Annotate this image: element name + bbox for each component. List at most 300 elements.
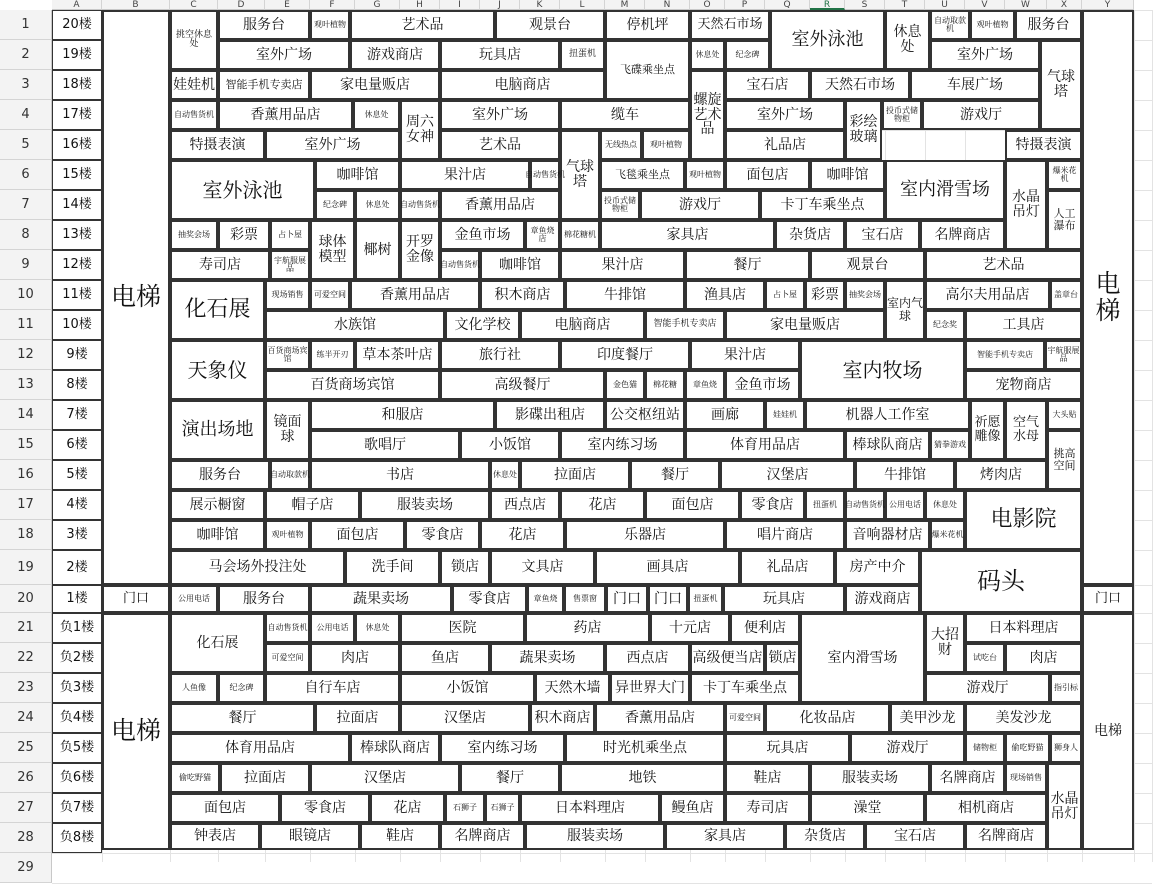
floor-label[interactable]: 11楼: [52, 280, 102, 310]
map-cell[interactable]: [218, 673, 265, 703]
map-cell[interactable]: [605, 400, 685, 430]
map-cell[interactable]: [925, 490, 965, 520]
map-cell[interactable]: [845, 430, 930, 460]
map-cell[interactable]: [170, 490, 265, 520]
map-cell[interactable]: [1045, 340, 1082, 370]
row-header-23[interactable]: 23: [0, 673, 52, 703]
map-cell[interactable]: [920, 220, 1005, 250]
map-cell[interactable]: [885, 280, 925, 340]
map-cell[interactable]: [170, 70, 218, 100]
map-cell[interactable]: [460, 430, 560, 460]
floor-label[interactable]: 负4楼: [52, 703, 102, 733]
map-cell[interactable]: [1015, 10, 1082, 40]
floor-label[interactable]: 3楼: [52, 520, 102, 550]
map-cell[interactable]: [495, 10, 605, 40]
map-cell[interactable]: [595, 703, 725, 733]
map-cell[interactable]: [965, 823, 1047, 850]
map-cell[interactable]: [810, 160, 885, 190]
column-header-O[interactable]: O: [690, 0, 725, 10]
floor-label[interactable]: 负7楼: [52, 793, 102, 823]
map-cell[interactable]: [265, 400, 310, 460]
map-cell[interactable]: [910, 70, 1040, 100]
map-cell[interactable]: [170, 763, 220, 793]
map-cell[interactable]: [310, 585, 452, 613]
row-header-13[interactable]: 13: [0, 370, 52, 400]
row-header-4[interactable]: 4: [0, 100, 52, 130]
map-cell[interactable]: [565, 280, 685, 310]
column-header-R[interactable]: R: [810, 0, 845, 10]
map-cell[interactable]: [725, 793, 810, 823]
row-header-20[interactable]: 20: [0, 585, 52, 613]
map-cell[interactable]: [350, 733, 440, 763]
map-cell[interactable]: [265, 310, 445, 340]
map-cell[interactable]: [400, 643, 490, 673]
row-header-19[interactable]: 19: [0, 550, 52, 585]
map-cell[interactable]: [685, 400, 765, 430]
map-cell[interactable]: [805, 490, 845, 520]
map-cell[interactable]: [810, 70, 910, 100]
floor-label[interactable]: 14楼: [52, 190, 102, 220]
map-cell[interactable]: [925, 793, 1047, 823]
column-header-T[interactable]: T: [885, 0, 925, 10]
map-cell[interactable]: [480, 250, 560, 280]
map-cell[interactable]: [280, 793, 370, 823]
map-cell[interactable]: [440, 220, 525, 250]
map-cell[interactable]: [805, 400, 970, 430]
map-cell[interactable]: [440, 70, 605, 100]
map-cell[interactable]: [930, 40, 1040, 70]
map-cell[interactable]: [440, 40, 560, 70]
row-header-5[interactable]: 5: [0, 130, 52, 160]
column-header-I[interactable]: I: [440, 0, 480, 10]
map-cell[interactable]: [350, 40, 440, 70]
map-cell[interactable]: [725, 370, 800, 400]
map-cell[interactable]: [560, 340, 690, 370]
row-header-21[interactable]: 21: [0, 613, 52, 643]
map-cell[interactable]: [606, 585, 648, 613]
floor-label[interactable]: 13楼: [52, 220, 102, 250]
column-header-J[interactable]: J: [480, 0, 520, 10]
map-cell[interactable]: [640, 190, 760, 220]
map-cell[interactable]: [765, 703, 890, 733]
column-header-W[interactable]: W: [1005, 0, 1047, 10]
row-header-29[interactable]: 29: [0, 853, 52, 883]
map-cell[interactable]: [723, 585, 845, 613]
map-cell[interactable]: [310, 460, 490, 490]
map-cell[interactable]: [355, 613, 400, 643]
map-cell[interactable]: [170, 340, 265, 400]
map-cell[interactable]: [310, 613, 355, 643]
map-cell[interactable]: [170, 130, 265, 160]
map-cell[interactable]: [605, 643, 690, 673]
map-cell[interactable]: [560, 490, 645, 520]
floor-label[interactable]: 负6楼: [52, 763, 102, 793]
map-cell[interactable]: [925, 673, 1050, 703]
map-cell[interactable]: [530, 703, 595, 733]
row-header-1[interactable]: 1: [0, 10, 52, 40]
row-header-22[interactable]: 22: [0, 643, 52, 673]
floor-label[interactable]: 8楼: [52, 370, 102, 400]
map-cell[interactable]: [690, 673, 800, 703]
floor-label[interactable]: 20楼: [52, 10, 102, 40]
map-cell[interactable]: [810, 793, 925, 823]
map-cell[interactable]: [218, 10, 310, 40]
map-cell[interactable]: [855, 460, 955, 490]
map-cell[interactable]: [170, 250, 270, 280]
map-cell[interactable]: [785, 823, 865, 850]
map-cell[interactable]: [648, 585, 688, 613]
row-header-26[interactable]: 26: [0, 763, 52, 793]
column-header-S[interactable]: S: [845, 0, 885, 10]
map-cell[interactable]: [805, 280, 845, 310]
map-cell[interactable]: [560, 40, 605, 70]
map-cell[interactable]: [885, 160, 1005, 220]
map-cell[interactable]: [400, 613, 525, 643]
floor-label[interactable]: 15楼: [52, 160, 102, 190]
column-header-N[interactable]: N: [645, 0, 690, 10]
map-cell[interactable]: [170, 100, 218, 130]
column-header-Q[interactable]: Q: [765, 0, 810, 10]
column-header-E[interactable]: E: [265, 0, 310, 10]
row-header-8[interactable]: 8: [0, 220, 52, 250]
row-header-25[interactable]: 25: [0, 733, 52, 763]
row-header-16[interactable]: 16: [0, 460, 52, 490]
floor-label[interactable]: 19楼: [52, 40, 102, 70]
map-cell[interactable]: [650, 613, 730, 643]
row-header-12[interactable]: 12: [0, 340, 52, 370]
map-cell[interactable]: [480, 280, 565, 310]
map-cell[interactable]: [560, 250, 685, 280]
map-cell[interactable]: [1082, 585, 1134, 613]
map-cell[interactable]: [835, 550, 920, 585]
floor-label[interactable]: 16楼: [52, 130, 102, 160]
map-cell[interactable]: [400, 100, 440, 160]
map-cell[interactable]: [970, 400, 1005, 460]
map-cell[interactable]: [170, 220, 218, 250]
map-cell[interactable]: [930, 520, 965, 550]
map-cell[interactable]: [605, 10, 690, 40]
map-cell[interactable]: [440, 340, 560, 370]
map-cell[interactable]: [440, 250, 480, 280]
map-cell[interactable]: [965, 370, 1082, 400]
map-cell[interactable]: [925, 250, 1082, 280]
map-cell[interactable]: [310, 70, 440, 100]
map-cell[interactable]: [845, 490, 885, 520]
map-cell[interactable]: [965, 613, 1082, 643]
map-cell[interactable]: [350, 10, 495, 40]
row-header-28[interactable]: 28: [0, 823, 52, 853]
row-header-10[interactable]: 10: [0, 280, 52, 310]
map-cell[interactable]: [800, 613, 925, 703]
row-header-17[interactable]: 17: [0, 490, 52, 520]
map-cell[interactable]: [218, 70, 310, 100]
map-cell[interactable]: [645, 310, 725, 340]
floor-label[interactable]: 12楼: [52, 250, 102, 280]
map-cell[interactable]: [1005, 763, 1047, 793]
map-cell[interactable]: [170, 400, 265, 460]
map-cell[interactable]: [265, 280, 310, 310]
map-cell[interactable]: [560, 763, 725, 793]
map-cell[interactable]: [270, 460, 310, 490]
map-cell[interactable]: [460, 763, 560, 793]
map-cell[interactable]: [170, 733, 350, 763]
map-cell[interactable]: [440, 550, 490, 585]
column-header-B[interactable]: B: [102, 0, 170, 10]
column-header-K[interactable]: K: [520, 0, 560, 10]
column-header-C[interactable]: C: [170, 0, 218, 10]
map-cell[interactable]: [610, 673, 690, 703]
map-cell[interactable]: [685, 370, 725, 400]
map-cell[interactable]: [685, 430, 845, 460]
map-cell[interactable]: [452, 585, 527, 613]
map-cell[interactable]: [605, 370, 645, 400]
map-cell[interactable]: [440, 370, 605, 400]
row-header-14[interactable]: 14: [0, 400, 52, 430]
map-cell[interactable]: [810, 763, 930, 793]
map-cell[interactable]: [930, 10, 970, 40]
map-cell[interactable]: [360, 490, 490, 520]
map-cell[interactable]: [1050, 733, 1082, 763]
map-cell[interactable]: [725, 160, 810, 190]
map-cell[interactable]: [564, 585, 606, 613]
map-cell[interactable]: [535, 673, 610, 703]
map-cell[interactable]: [170, 520, 265, 550]
map-cell[interactable]: [725, 733, 850, 763]
map-cell[interactable]: [490, 490, 560, 520]
map-cell[interactable]: [170, 613, 265, 673]
map-cell[interactable]: [730, 613, 800, 643]
map-cell[interactable]: [355, 220, 400, 280]
map-cell[interactable]: [660, 793, 725, 823]
map-cell[interactable]: [265, 490, 360, 520]
map-cell[interactable]: [218, 220, 270, 250]
map-cell[interactable]: [740, 550, 835, 585]
map-cell[interactable]: [170, 280, 265, 340]
map-cell[interactable]: [480, 520, 565, 550]
floor-label[interactable]: 17楼: [52, 100, 102, 130]
map-cell[interactable]: [218, 585, 310, 613]
map-cell[interactable]: [605, 40, 690, 100]
floor-label[interactable]: 5楼: [52, 460, 102, 490]
map-cell[interactable]: [520, 310, 645, 340]
map-cell[interactable]: [400, 220, 440, 280]
map-cell[interactable]: [405, 520, 480, 550]
map-cell[interactable]: [1082, 613, 1134, 850]
map-cell[interactable]: [1005, 160, 1047, 250]
map-cell[interactable]: [965, 733, 1005, 763]
floor-label[interactable]: 9楼: [52, 340, 102, 370]
map-cell[interactable]: [495, 400, 605, 430]
map-cell[interactable]: [885, 490, 925, 520]
map-cell[interactable]: [345, 550, 440, 585]
map-cell[interactable]: [485, 793, 520, 823]
floor-label[interactable]: 10楼: [52, 310, 102, 340]
map-cell[interactable]: [810, 250, 925, 280]
map-cell[interactable]: [560, 100, 690, 130]
map-cell[interactable]: [725, 520, 845, 550]
map-cell[interactable]: [170, 460, 270, 490]
map-cell[interactable]: [965, 490, 1082, 550]
map-cell[interactable]: [1050, 673, 1082, 703]
row-header-7[interactable]: 7: [0, 190, 52, 220]
map-cell[interactable]: [1047, 160, 1082, 190]
map-cell[interactable]: [440, 130, 560, 160]
map-cell[interactable]: [170, 160, 315, 220]
map-cell[interactable]: [885, 10, 930, 70]
map-cell[interactable]: [1047, 400, 1082, 430]
map-cell[interactable]: [1040, 40, 1082, 130]
map-cell[interactable]: [922, 100, 1040, 130]
map-cell[interactable]: [265, 520, 310, 550]
map-cell[interactable]: [260, 823, 360, 850]
map-cell[interactable]: [102, 613, 170, 850]
map-cell[interactable]: [725, 763, 810, 793]
map-cell[interactable]: [955, 460, 1047, 490]
map-cell[interactable]: [930, 430, 970, 460]
map-cell[interactable]: [865, 823, 965, 850]
map-cell[interactable]: [595, 550, 740, 585]
column-header-V[interactable]: V: [965, 0, 1005, 10]
map-cell[interactable]: [725, 40, 770, 70]
map-cell[interactable]: [170, 10, 218, 70]
map-cell[interactable]: [220, 763, 310, 793]
map-cell[interactable]: [490, 643, 605, 673]
map-cell[interactable]: [353, 100, 400, 130]
map-cell[interactable]: [170, 793, 280, 823]
map-cell[interactable]: [760, 190, 885, 220]
map-cell[interactable]: [600, 190, 640, 220]
map-cell[interactable]: [725, 100, 845, 130]
map-cell[interactable]: [265, 613, 310, 643]
map-cell[interactable]: [310, 400, 495, 430]
map-cell[interactable]: [882, 100, 922, 130]
map-cell[interactable]: [218, 40, 350, 70]
column-header-M[interactable]: M: [605, 0, 645, 10]
map-cell[interactable]: [265, 340, 310, 370]
map-cell[interactable]: [725, 703, 765, 733]
map-cell[interactable]: [690, 10, 770, 40]
map-cell[interactable]: [360, 823, 440, 850]
column-header-G[interactable]: G: [355, 0, 400, 10]
map-cell[interactable]: [965, 703, 1082, 733]
map-cell[interactable]: [1047, 190, 1082, 250]
column-header-D[interactable]: D: [218, 0, 265, 10]
map-cell[interactable]: [490, 550, 595, 585]
map-cell[interactable]: [800, 340, 965, 400]
floor-label[interactable]: 1楼: [52, 585, 102, 613]
map-cell[interactable]: [720, 460, 855, 490]
floor-label[interactable]: 6楼: [52, 430, 102, 460]
floor-label[interactable]: 2楼: [52, 550, 102, 585]
map-cell[interactable]: [1005, 643, 1082, 673]
map-cell[interactable]: [725, 70, 810, 100]
map-cell[interactable]: [355, 190, 400, 220]
map-cell[interactable]: [850, 733, 965, 763]
row-header-18[interactable]: 18: [0, 520, 52, 550]
map-cell[interactable]: [642, 130, 690, 160]
column-header-L[interactable]: L: [560, 0, 605, 10]
map-cell[interactable]: [1050, 280, 1082, 310]
map-cell[interactable]: [560, 430, 685, 460]
row-header-6[interactable]: 6: [0, 160, 52, 190]
row-header-27[interactable]: 27: [0, 793, 52, 823]
map-cell[interactable]: [690, 643, 765, 673]
map-cell[interactable]: [890, 703, 965, 733]
map-cell[interactable]: [170, 673, 218, 703]
map-cell[interactable]: [170, 703, 315, 733]
floor-label[interactable]: 负1楼: [52, 613, 102, 643]
map-cell[interactable]: [265, 673, 400, 703]
floor-label[interactable]: 4楼: [52, 490, 102, 520]
map-cell[interactable]: [265, 643, 310, 673]
map-cell[interactable]: [310, 763, 460, 793]
map-cell[interactable]: [725, 130, 845, 160]
map-cell[interactable]: [688, 585, 723, 613]
map-cell[interactable]: [1005, 400, 1047, 460]
map-cell[interactable]: [400, 160, 530, 190]
map-cell[interactable]: [845, 220, 920, 250]
map-cell[interactable]: [740, 490, 805, 520]
map-cell[interactable]: [440, 190, 560, 220]
row-header-11[interactable]: 11: [0, 310, 52, 340]
map-cell[interactable]: [102, 10, 170, 585]
floor-label[interactable]: 负5楼: [52, 733, 102, 763]
map-cell[interactable]: [310, 520, 405, 550]
map-cell[interactable]: [685, 280, 765, 310]
map-cell[interactable]: [265, 130, 400, 160]
map-cell[interactable]: [845, 520, 930, 550]
map-cell[interactable]: [445, 793, 485, 823]
floor-label[interactable]: 负2楼: [52, 643, 102, 673]
map-cell[interactable]: [315, 703, 400, 733]
map-cell[interactable]: [400, 190, 440, 220]
map-cell[interactable]: [525, 613, 650, 643]
map-cell[interactable]: [265, 370, 440, 400]
map-cell[interactable]: [645, 490, 740, 520]
map-cell[interactable]: [270, 250, 310, 280]
map-cell[interactable]: [445, 310, 520, 340]
map-cell[interactable]: [355, 340, 440, 370]
map-cell[interactable]: [170, 550, 345, 585]
map-cell[interactable]: [845, 585, 920, 613]
map-cell[interactable]: [490, 460, 520, 490]
map-cell[interactable]: [565, 733, 725, 763]
map-cell[interactable]: [845, 100, 882, 160]
map-cell[interactable]: [600, 130, 642, 160]
map-cell[interactable]: [775, 220, 845, 250]
map-cell[interactable]: [520, 460, 630, 490]
map-cell[interactable]: [560, 130, 600, 220]
map-cell[interactable]: [765, 280, 805, 310]
map-cell[interactable]: [690, 40, 725, 70]
map-cell[interactable]: [690, 340, 800, 370]
map-cell[interactable]: [520, 793, 660, 823]
map-cell[interactable]: [1005, 130, 1082, 160]
floor-label[interactable]: 18楼: [52, 70, 102, 100]
map-cell[interactable]: [525, 220, 560, 250]
floor-label[interactable]: 负8楼: [52, 823, 102, 853]
map-cell[interactable]: [770, 10, 885, 70]
map-cell[interactable]: [965, 310, 1082, 340]
map-cell[interactable]: [970, 10, 1015, 40]
map-cell[interactable]: [440, 823, 525, 850]
map-cell[interactable]: [685, 160, 725, 190]
row-header-2[interactable]: 2: [0, 40, 52, 70]
map-cell[interactable]: [565, 520, 725, 550]
map-cell[interactable]: [1047, 430, 1082, 490]
map-cell[interactable]: [1005, 733, 1050, 763]
map-cell[interactable]: [930, 763, 1005, 793]
